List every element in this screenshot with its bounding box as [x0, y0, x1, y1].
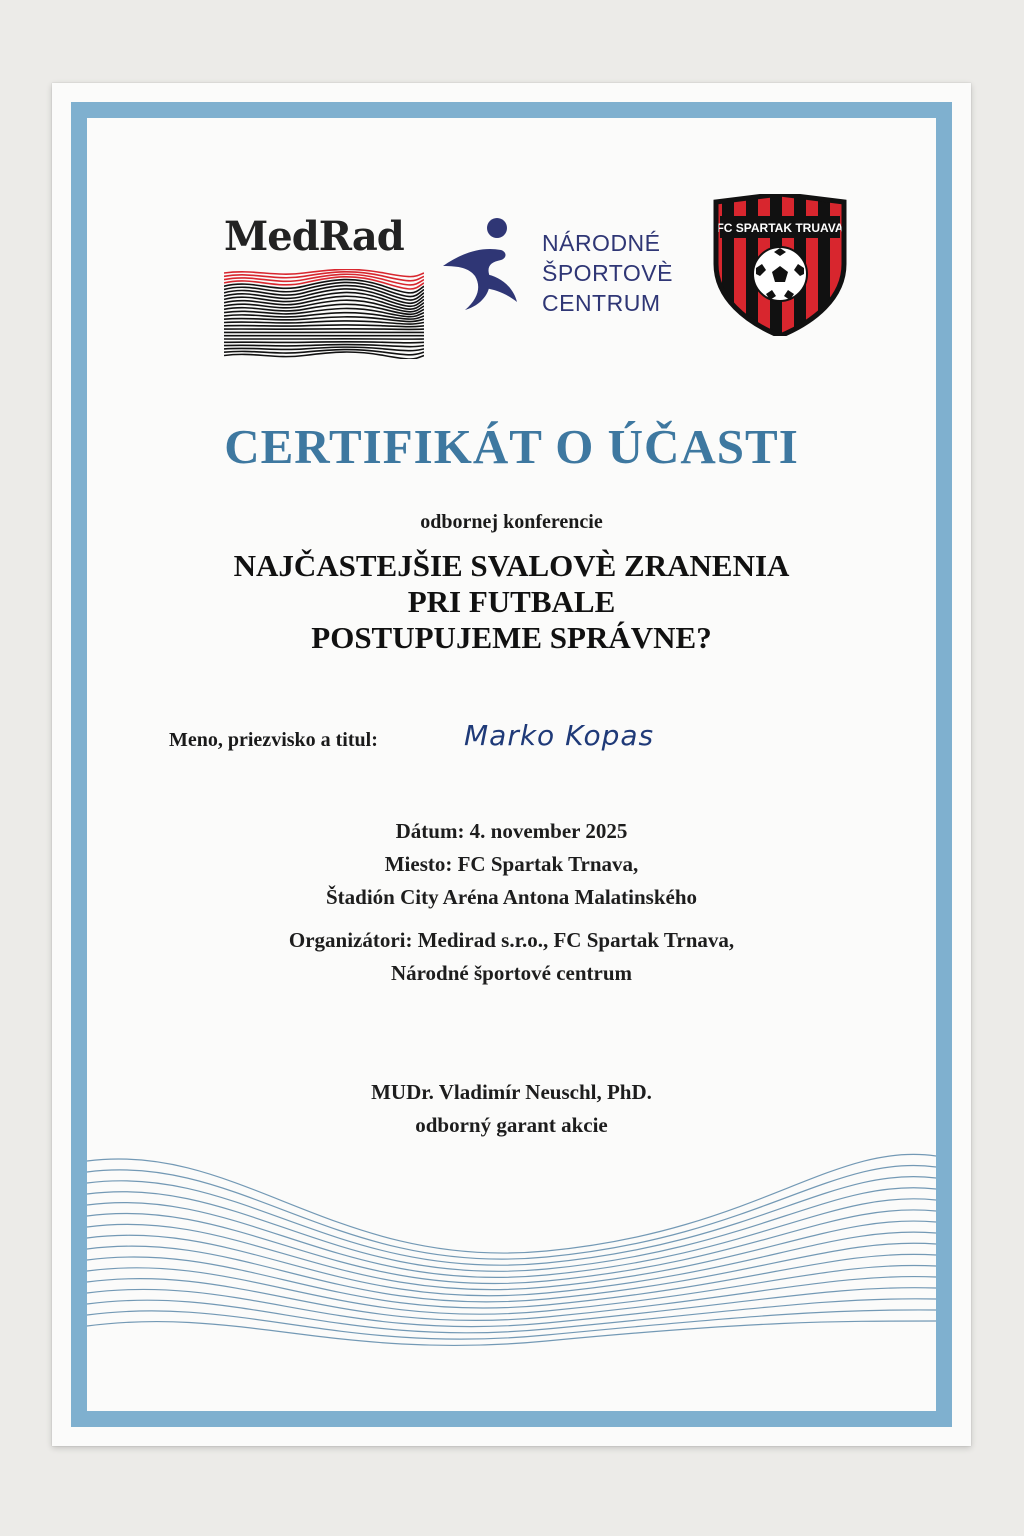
organizers-line: Organizátori: Medirad s.r.o., FC Spartak Trnava,	[288, 928, 735, 952]
medrad-logo	[206, 213, 428, 363]
nsc-line: CENTRUM	[542, 290, 661, 316]
event-date: Dátum: 4. november 2025	[395, 819, 628, 843]
fc-crest-label: FC SPARTAK TRUAVA	[716, 221, 844, 235]
guarantor-block	[87, 1076, 936, 1142]
event-details	[87, 815, 936, 990]
certificate-sheet	[52, 83, 971, 1446]
participant-name: Marko Kopas	[464, 719, 655, 752]
guarantor-role: odborný garant akcie	[415, 1113, 608, 1137]
nsc-logo	[435, 214, 685, 324]
fc-spartak-crest	[710, 194, 850, 336]
event-place-line: Štadión City Aréna Antona Malatinského	[325, 885, 698, 909]
certificate-subtitle: odbornej konferencie	[420, 511, 603, 533]
topic-line: POSTUPUJEME SPRÁVNE?	[311, 620, 712, 655]
nsc-line: ŠPORTOVÈ	[542, 260, 673, 286]
certificate-title: CERTIFIKÁT O ÚČASTI	[224, 419, 799, 474]
decorative-waves	[87, 1151, 936, 1411]
organizers-line: Národné športové centrum	[390, 961, 633, 985]
runner-icon	[435, 214, 535, 314]
topic-line: NAJČASTEJŠIE SVALOVÈ ZRANENIA	[233, 548, 790, 583]
topic-line: PRI FUTBALE	[407, 584, 616, 619]
name-label: Meno, priezvisko a titul:	[169, 729, 378, 751]
guarantor-name: MUDr. Vladimír Neuschl, PhD.	[371, 1080, 652, 1104]
certificate-frame	[71, 102, 952, 1427]
event-place-line: Miesto: FC Spartak Trnava,	[384, 852, 639, 876]
medrad-wave-mark	[224, 269, 424, 359]
nsc-logo-text	[542, 228, 673, 318]
nsc-line: NÁRODNÉ	[542, 230, 661, 256]
conference-topic	[87, 548, 936, 656]
medrad-logo-text: MedRad	[224, 213, 404, 260]
